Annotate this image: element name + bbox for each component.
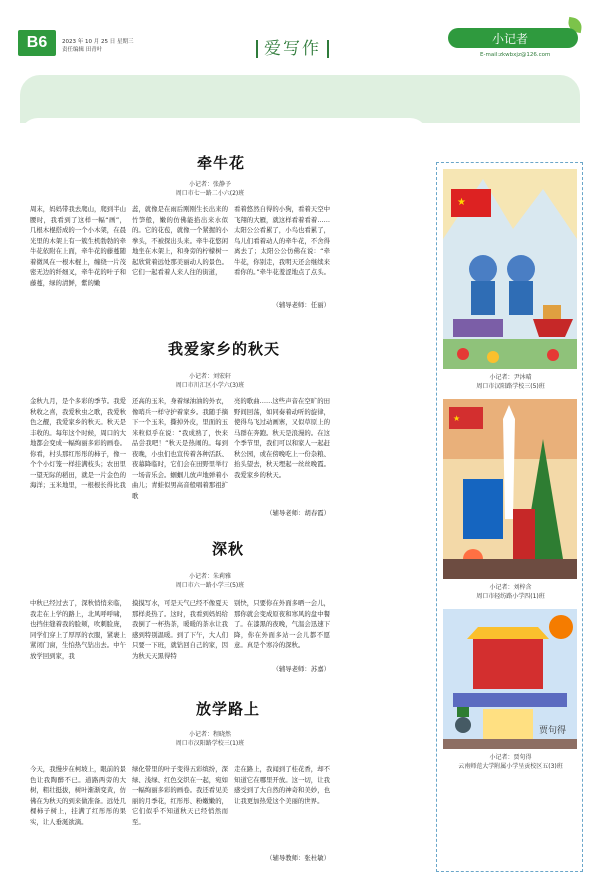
- byline-4: [140, 730, 280, 748]
- caption-3-author: 小记者：贾句得: [489, 754, 532, 761]
- article-2-col-3: 亮的歌曲……这些声音在空旷的田野间回荡，如同奏着动听的旋律，使得鸟飞过动画寨，又似草原上的马群在奔跑。秋天是浪漫的。在这个季节里，我们可以和家人一起赶秋公园，或在傍晚吃上一份杂粮、抬头望去，秋天埋起一丝丝晚霞。我爱家乡的秋天。: [234, 397, 330, 479]
- caption-1-school: 周口市汉阳路学校三(5)班: [476, 383, 545, 390]
- article-4-col-2: 绿化带里的叶子变得五彩缤纷，深绿、浅绿、红色交织在一起，宛如一幅绚丽多彩的画卷。我还看见美丽的月季花，红彤彤、粉嫩嫩的，它们似乎不知道秋天已经悄然而至。: [132, 765, 228, 826]
- issue-meta: [62, 38, 133, 54]
- article-3-col-2: 摸摸写水，可是天气已经不像夏天那样炎热了。这时，我看到妈妈给我倒了一杯热茶，暖暖的茶水让我感到特别温暖。到了下午，大人们只要一下班，就钻回自己的家，因为秋天天黑得特: [132, 599, 228, 660]
- article-2-col-2: 还高的玉米，身着绿油油的外衣，像哨兵一样守护着家乡。我随手摘下一个玉米，撕掉外皮，里面的玉米粒似乎在说：“我成熟了，快来品尝我吧！”秋天是热闹的。每到夜晚，小虫们也宣传着各种活跃、夜幕降临时，它们会在田野里举行一场音乐会。蝈蝈儿放声地弹着小曲儿；青蛙似男高音般唱着那祖扩歌: [132, 397, 228, 500]
- advisor-3: （辅导老师：苏嘉）: [272, 665, 330, 673]
- article-title-4: 放学路上: [196, 700, 261, 718]
- school-2: 周口市川汇区小学六(3)班: [175, 382, 245, 389]
- caption-3: [437, 753, 584, 771]
- drawing-2: [443, 399, 577, 579]
- article-3-col-3: 别快，只要你在外面多晒一会儿，那你就会变成原夜和寒风的盘中餐了。在漆黑的夜晚，气温会迅速下降，你在外面多站一会儿都不愿意。真是个寒冷的深秋。: [234, 599, 330, 649]
- column-name: 爱写作: [264, 39, 321, 59]
- author-3: 小记者：朱莉雅: [188, 573, 231, 580]
- caption-1-author: 小记者：尹沐晴: [489, 374, 532, 381]
- article-1-col-3: 看着悠然自得的小狗，看着天空中飞翔的大雁，就这样看着看着……太阳公公看累了，小鸟也看累了，鸟儿们看着动人的牵牛花，不舍得离去了；太阳公公仿佛在说：“牵牛花，你别走，我明天还会继续来看你的。”牵牛花羞涩地点了点头。: [234, 205, 330, 276]
- caption-2-school: 周口市轻纺路小学四(1)班: [476, 593, 545, 600]
- article-4-col-3: 走在路上，我闻到了桂花香，却不知道它在哪里开放。这一切，让我感受到了大自然的神奇和美妙，也让我更加热爱这个美丽的世界。: [234, 765, 330, 805]
- column-title: [250, 34, 335, 59]
- school-4: 周口市汉阳路学校三(1)班: [175, 740, 245, 747]
- article-title-2: 我爱家乡的秋天: [168, 340, 281, 358]
- header-band: [20, 75, 580, 123]
- section-logo: 小记者: [448, 28, 578, 48]
- drawing-1: [443, 169, 577, 369]
- page-header: [0, 0, 600, 70]
- caption-2-author: 小记者：刘梓含: [489, 584, 532, 591]
- article-title-3: 深秋: [212, 540, 245, 558]
- article-2-col-1: 金秋九月，是个多彩的季节。我爱秋收之喜，我爱秋虫之歌，我爱秋色之靓，我爱家乡的秋天。秋天是丰收的。每年这个时候，周口的大地都会变成一幅绚丽多彩的画卷。你看，村头那红彤彤的柿子，像一个个小灯笼一样挂满枝头；农田里一望无际的稻田，就是一片金色的海洋；玉米地里，一根根长得比我: [30, 397, 126, 489]
- author-4: 小记者：程晓然: [188, 731, 231, 738]
- article-1-col-1: 周末，妈妈带我去爬山，爬到半山腰时，我看到了这样一幅“画”，几根木棍搭成的一个小木架，在晨光里的木架上有一簇生机勃勃的牵牛花依附在上面，牵牛花的藤蔓随着微风在一根木棍上，缠绕一片茂密无边的纤细叉，牵牛花的叶子和藤蔓，绿的清鲜，紫的嫩: [30, 205, 126, 287]
- article-4-col-1: 今天，我慢步在柯坡上，眼前的景色让我陶醉不已。道路两旁的大树，粗壮挺拔，树叶渐渐变黄，仿佛在为秋天的到来做准备。远处几棵柿子树上，挂满了红彤彤的果实，让人垂涎欲滴。: [30, 765, 126, 826]
- caption-2: [437, 583, 584, 601]
- byline-3: [140, 572, 280, 590]
- svg-text:贾句得: 贾句得: [539, 726, 567, 736]
- caption-1: [437, 373, 584, 391]
- author-1: 小记者：张静予: [188, 181, 231, 188]
- article-1-col-2: 蕊，就像是在雨后刚刚生长出来的竹笋般，嫩的仿佛能掐出来水似的。它的花苞，就像一个紧握的小拳头，不被探出头来。牵牛花悠闲地坐在木架上，和身旁的柠檬树一起欣赏着远处那美丽动人的景色。它们一起看着人来人往的街道，: [132, 205, 228, 276]
- author-2: 小记者：刘宏轩: [188, 373, 231, 380]
- drawings-sidebar: [436, 162, 583, 872]
- page-number: B6: [18, 30, 56, 56]
- article-3-col-1: 中秋已经过去了，深秋悄悄来临，我走在上学的路上，北风呼呼啸，也挡住缝着我的脸颊，吹刺脸庞，同学们穿上了厚厚的衣服，紧裹上紧闭门窗，生怕热气钻出去。中午放学回到家，我: [30, 599, 126, 660]
- svg-text:★: ★: [457, 197, 466, 208]
- svg-text:★: ★: [453, 414, 461, 423]
- byline-1: [140, 180, 280, 198]
- caption-3-school: 云南师范大学附属小学呈贡校区五(3)班: [458, 763, 563, 770]
- issue-date: 2023 年 10 月 25 日 星期三: [62, 39, 134, 45]
- school-1: 周口市七一路二小六(2)班: [175, 190, 245, 197]
- contact-email: E-mail:zkwbxjz@126.com: [480, 52, 551, 58]
- school-3: 周口市六一路小学三(5)班: [175, 582, 245, 589]
- drawing-3: [443, 609, 577, 749]
- advisor-1: （辅导老师：任丽）: [272, 301, 330, 309]
- advisor-2: （辅导老师：胡春霞）: [266, 509, 330, 517]
- advisor-4: （辅导教师：张杜敏）: [266, 854, 330, 862]
- byline-2: [140, 372, 280, 390]
- editor-line: 责任编辑 田青叶: [62, 47, 103, 53]
- article-title-1: 牵牛花: [197, 154, 246, 172]
